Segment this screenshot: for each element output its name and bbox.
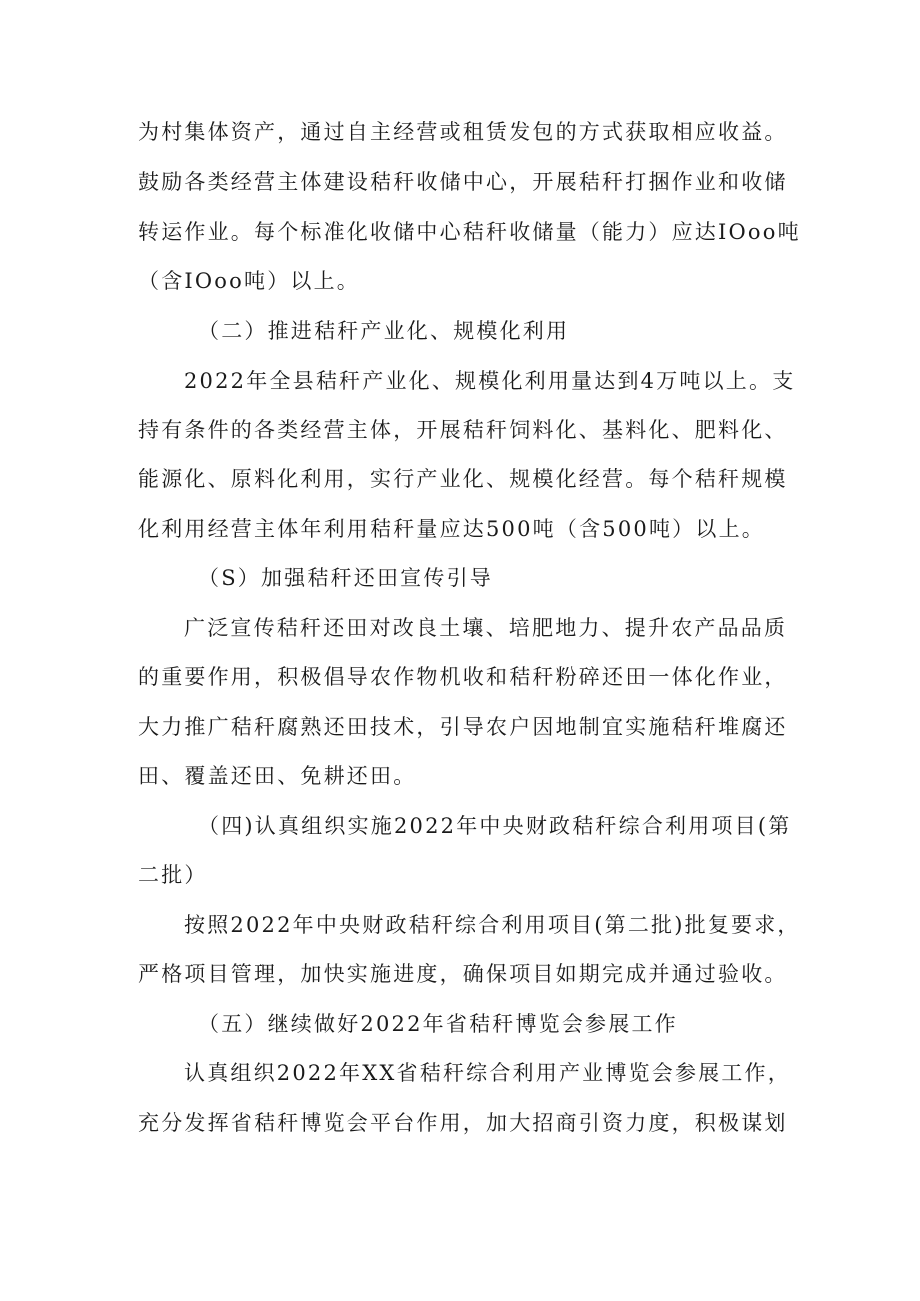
text-line: 转运作业。每个标准化收储中心秸秆收储量（能力）应达IOoo吨 [138,220,801,244]
text-line: （含IOoo吨）以上。 [138,269,360,293]
text-line: 化利用经营主体年利用秸秆量应达500吨（含500吨）以上。 [138,517,765,541]
text-line: 按照2022年中央财政秸秆综合利用项目(第二批)批复要求， [184,913,801,937]
text-line: 为村集体资产，通过自主经营或租赁发包的方式获取相应收益。 [138,120,788,144]
section-heading: （二）推进秸秆产业化、规模化利用 [198,319,570,343]
text-line: 的重要作用，积极倡导农作物机收和秸秆粉碎还田一体化作业， [138,665,788,689]
text-line: 二批） [138,863,208,887]
text-line: 严格项目管理，加快实施进度，确保项目如期完成并通过验收。 [138,962,788,986]
text-line: 持有条件的各类经营主体，开展秸秆饲料化、基料化、肥料化、 [138,418,788,442]
text-line: 鼓励各类经营主体建设秸秆收储中心，开展秸秆打捆作业和收储 [138,170,788,194]
text-line: 大力推广秸秆腐熟还田技术，引导农户因地制宜实施秸秆堆腐还 [138,715,788,739]
text-line: 认真组织2022年XX省秸秆综合利用产业博览会参展工作， [184,1061,791,1085]
section-heading: （五）继续做好2022年省秸秆博览会参展工作 [198,1012,678,1036]
text-line: 田、覆盖还田、免耕还田。 [138,764,417,788]
text-line: 广泛宣传秸秆还田对改良土壤、培肥地力、提升农产品品质 [184,616,788,640]
text-line: 充分发挥省秸秆博览会平台作用，加大招商引资力度，积极谋划 [138,1111,788,1135]
section-heading: （四)认真组织实施2022年中央财政秸秆综合利用项目(第 [198,814,792,838]
text-line: 2022年全县秸秆产业化、规模化利用量达到4万吨以上。支 [184,369,796,393]
text-line: 能源化、原料化利用，实行产业化、规模化经营。每个秸秆规模 [138,467,788,491]
section-heading: （S）加强秸秆还田宣传引导 [198,566,493,590]
